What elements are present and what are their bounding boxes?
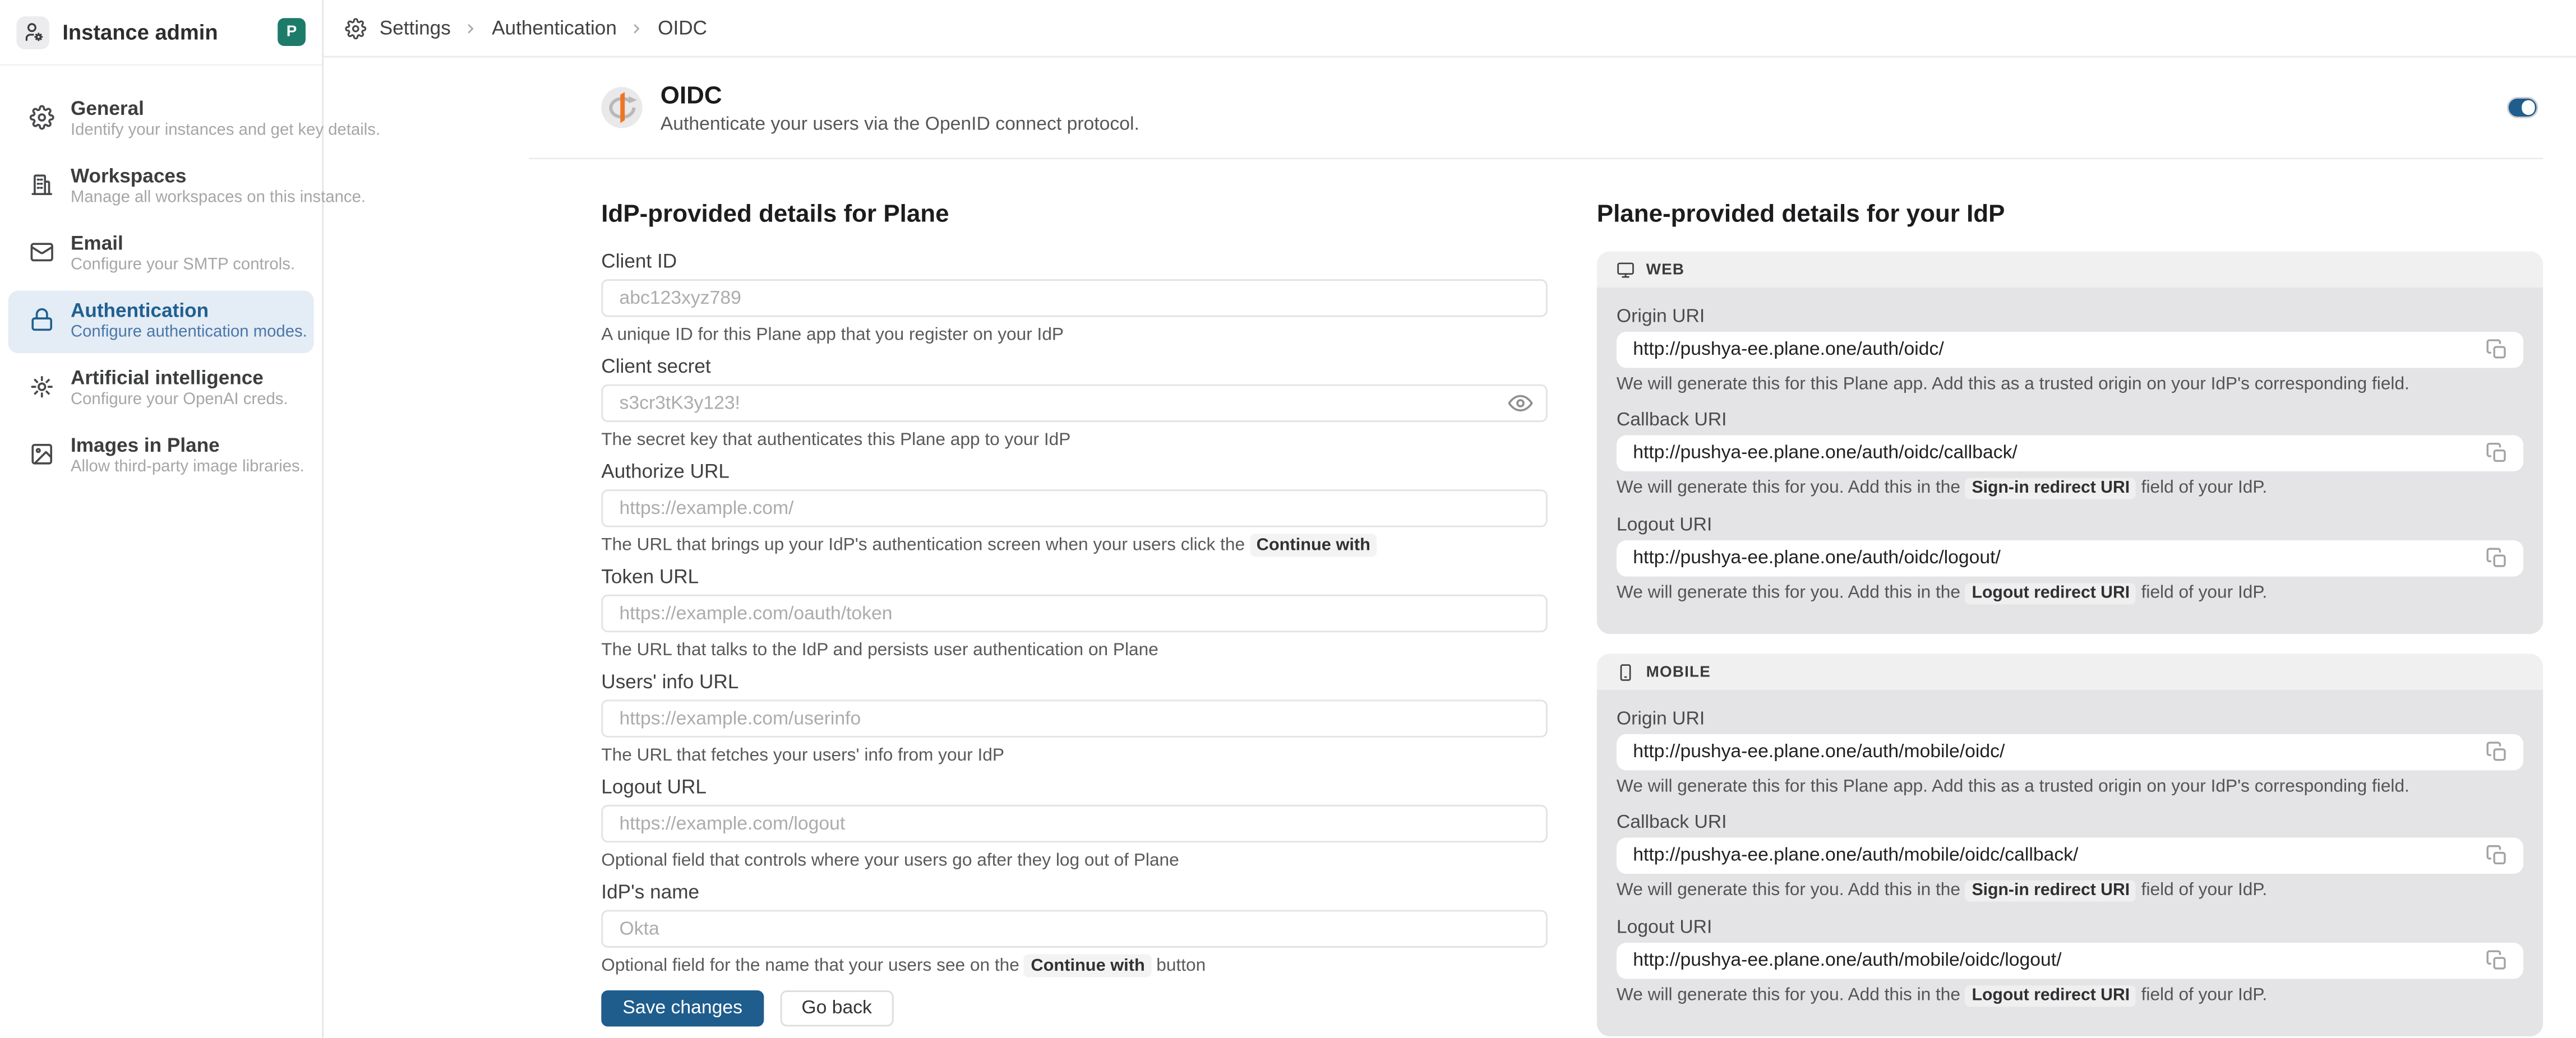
help-text: field of your IdP. bbox=[2136, 880, 2268, 900]
copy-icon[interactable] bbox=[2486, 844, 2509, 867]
client-secret-input[interactable] bbox=[601, 384, 1548, 422]
row-help bbox=[1617, 881, 2523, 902]
form-actions bbox=[601, 990, 1548, 1026]
idp-name-input[interactable] bbox=[601, 910, 1548, 947]
gear-icon bbox=[30, 105, 54, 130]
building-icon bbox=[30, 173, 54, 197]
monitor-icon bbox=[1617, 260, 1635, 278]
web-logout-uri-value[interactable] bbox=[1633, 549, 2486, 568]
mail-icon bbox=[30, 240, 54, 265]
sign-in-redirect-uri-chip: Sign-in redirect URI bbox=[1965, 881, 2136, 902]
copy-icon[interactable] bbox=[2486, 547, 2509, 570]
help-text: field of your IdP. bbox=[2136, 478, 2268, 498]
authorize-url-input[interactable] bbox=[601, 489, 1548, 527]
content-columns bbox=[529, 159, 2543, 1038]
continue-with-chip: Continue with bbox=[1024, 954, 1152, 977]
sidebar-item-label: Images in Plane bbox=[70, 433, 220, 457]
mobile-logout-uri-row bbox=[1617, 918, 2523, 1007]
form-title: IdP-provided details for Plane bbox=[601, 200, 949, 229]
help-text: The URL that brings up your IdP's authentication screen when your users click the bbox=[601, 535, 1250, 555]
sidebar-item-artificial-intelligence[interactable] bbox=[8, 358, 314, 420]
web-card bbox=[1597, 251, 2543, 634]
image-icon bbox=[30, 442, 54, 466]
sidebar-item-workspaces[interactable] bbox=[8, 156, 366, 218]
sidebar-item-caption: Configure your OpenAI creds. bbox=[70, 391, 288, 409]
field-client-id bbox=[601, 251, 1548, 346]
copy-icon[interactable] bbox=[2486, 949, 2509, 972]
field-label: Users' info URL bbox=[601, 670, 739, 693]
web-logout-uri-row bbox=[1617, 516, 2523, 604]
field-label: Client secret bbox=[601, 354, 711, 378]
help-text: field of your IdP. bbox=[2136, 583, 2268, 603]
sidebar-item-label: General bbox=[70, 96, 144, 120]
mobile-origin-uri-row bbox=[1617, 710, 2523, 796]
sidebar-item-caption: Configure authentication modes. bbox=[70, 323, 307, 342]
row-help bbox=[1617, 478, 2523, 499]
oidc-header bbox=[529, 58, 2543, 160]
web-callback-uri-value[interactable] bbox=[1633, 443, 2486, 463]
toggle-knob bbox=[2521, 100, 2535, 114]
mobile-card bbox=[1597, 654, 2543, 1036]
field-label: Token URL bbox=[601, 565, 699, 588]
section-heading: WEB bbox=[1646, 260, 1685, 279]
row-help bbox=[1617, 985, 2523, 1007]
page-title: OIDC bbox=[660, 81, 722, 109]
row-label: Logout URI bbox=[1616, 918, 1712, 938]
sidebar-item-general[interactable] bbox=[8, 89, 381, 151]
help-text: field of your IdP. bbox=[2136, 985, 2268, 1005]
sidebar-item-authentication[interactable] bbox=[8, 291, 314, 353]
row-label: Logout URI bbox=[1616, 516, 1712, 536]
page-content bbox=[529, 58, 2543, 1038]
logout-url-input[interactable] bbox=[601, 805, 1548, 842]
smartphone-icon bbox=[1617, 662, 1635, 680]
page-subtitle: Authenticate your users via the OpenID connect protocol. bbox=[660, 114, 1139, 134]
field-token-url bbox=[601, 567, 1548, 662]
row-help: We will generate this for this Plane app. Add this as a trusted origin on your IdP's corresponding field. bbox=[1616, 374, 2409, 395]
breadcrumb-settings[interactable]: Settings bbox=[379, 16, 451, 40]
web-card-header bbox=[1597, 251, 2543, 287]
chevron-right-icon bbox=[630, 21, 644, 35]
row-label: Origin URI bbox=[1616, 709, 1705, 730]
row-help: We will generate this for this Plane app. Add this as a trusted origin on your IdP's corresponding field. bbox=[1616, 777, 2409, 797]
eye-icon[interactable] bbox=[1508, 391, 1533, 415]
sidebar-header bbox=[0, 0, 322, 66]
field-label: Logout URL bbox=[601, 775, 707, 799]
sidebar-item-email[interactable] bbox=[8, 224, 314, 286]
help-text: We will generate this for you. Add this in the bbox=[1616, 583, 1965, 603]
field-users-info-url bbox=[601, 672, 1548, 767]
copy-icon[interactable] bbox=[2486, 741, 2509, 764]
field-help bbox=[601, 956, 1548, 977]
idp-form bbox=[601, 201, 1548, 1038]
sidebar-item-label: Email bbox=[70, 231, 123, 255]
save-changes-button[interactable]: Save changes bbox=[601, 990, 764, 1026]
sidebar-item-images-in-plane[interactable] bbox=[8, 425, 314, 488]
sidebar-nav bbox=[0, 66, 381, 488]
row-label: Origin URI bbox=[1616, 307, 1705, 327]
field-help: The URL that fetches your users' info from your IdP bbox=[601, 745, 1005, 766]
mobile-card-header bbox=[1597, 654, 2543, 689]
sidebar-item-caption: Allow third-party image libraries. bbox=[70, 458, 304, 476]
field-idp-name bbox=[601, 882, 1548, 977]
field-authorize-url bbox=[601, 461, 1548, 557]
field-label: IdP's name bbox=[601, 880, 700, 903]
user-gear-icon bbox=[16, 16, 49, 49]
gear-icon bbox=[345, 17, 366, 39]
field-help bbox=[601, 535, 1548, 557]
go-back-button[interactable]: Go back bbox=[780, 990, 893, 1026]
sidebar-item-label: Workspaces bbox=[70, 164, 187, 188]
panel-title: Plane-provided details for your IdP bbox=[1596, 200, 2005, 229]
field-help: The URL that talks to the IdP and persists user authentication on Plane bbox=[601, 640, 1158, 661]
token-url-input[interactable] bbox=[601, 595, 1548, 632]
mobile-callback-uri-row bbox=[1617, 813, 2523, 902]
row-help bbox=[1617, 583, 2523, 604]
web-origin-uri-row bbox=[1617, 307, 2523, 394]
section-heading: MOBILE bbox=[1646, 662, 1711, 681]
row-label: Callback URI bbox=[1616, 410, 1727, 430]
help-text: button bbox=[1151, 956, 1206, 976]
help-text: We will generate this for you. Add this in the bbox=[1616, 880, 1965, 900]
web-callback-uri-row bbox=[1617, 411, 2523, 499]
mobile-logout-uri-value[interactable] bbox=[1633, 951, 2486, 971]
client-id-input[interactable] bbox=[601, 279, 1548, 317]
main-area bbox=[324, 0, 2576, 1038]
avatar[interactable]: P bbox=[278, 18, 306, 46]
web-card-body bbox=[1597, 288, 2543, 634]
field-help: The secret key that authenticates this Plane app to your IdP bbox=[601, 430, 1071, 450]
sidebar-item-label: Authentication bbox=[70, 299, 209, 322]
breadcrumb-authentication[interactable]: Authentication bbox=[492, 16, 617, 40]
field-label: Authorize URL bbox=[601, 460, 730, 483]
sidebar-item-caption: Configure your SMTP controls. bbox=[70, 256, 296, 275]
lock-icon bbox=[30, 307, 54, 332]
mobile-origin-uri-value[interactable] bbox=[1633, 743, 2486, 762]
field-logout-url bbox=[601, 777, 1548, 872]
oidc-enabled-toggle[interactable] bbox=[2509, 99, 2537, 117]
web-origin-uri-value[interactable] bbox=[1633, 340, 2486, 360]
openid-logo-icon bbox=[601, 87, 642, 128]
copy-icon[interactable] bbox=[2486, 442, 2509, 465]
users-info-url-input[interactable] bbox=[601, 699, 1548, 737]
sidebar bbox=[0, 0, 381, 1038]
mobile-card-body bbox=[1597, 690, 2543, 1036]
logout-redirect-uri-chip: Logout redirect URI bbox=[1965, 583, 2136, 604]
help-text: We will generate this for you. Add this in the bbox=[1616, 985, 1965, 1005]
app-title: Instance admin bbox=[62, 20, 218, 45]
field-client-secret bbox=[601, 356, 1548, 452]
help-text: Optional field for the name that your users see on the bbox=[601, 956, 1024, 976]
continue-with-chip: Continue with bbox=[1250, 534, 1377, 557]
breadcrumb bbox=[324, 0, 2576, 58]
field-help: Optional field that controls where your users go after they log out of Plane bbox=[601, 850, 1179, 871]
logout-redirect-uri-chip: Logout redirect URI bbox=[1965, 985, 2136, 1007]
sign-in-redirect-uri-chip: Sign-in redirect URI bbox=[1965, 478, 2136, 499]
breadcrumb-current: OIDC bbox=[658, 16, 708, 40]
chevron-right-icon bbox=[464, 21, 478, 35]
cog-icon bbox=[30, 374, 54, 399]
field-label: Client ID bbox=[601, 249, 677, 273]
sidebar-item-caption: Manage all workspaces on this instance. bbox=[70, 188, 366, 207]
field-help: A unique ID for this Plane app that you register on your IdP bbox=[601, 325, 1064, 345]
sidebar-item-caption: Identify your instances and get key details. bbox=[70, 121, 381, 140]
oidc-title-block bbox=[661, 81, 1139, 134]
mobile-callback-uri-value[interactable] bbox=[1633, 846, 2486, 865]
row-label: Callback URI bbox=[1616, 813, 1727, 833]
sidebar-item-label: Artificial intelligence bbox=[70, 366, 264, 390]
plane-details-panel bbox=[1597, 201, 2543, 1038]
copy-icon[interactable] bbox=[2486, 339, 2509, 362]
help-text: We will generate this for you. Add this in the bbox=[1616, 478, 1965, 498]
